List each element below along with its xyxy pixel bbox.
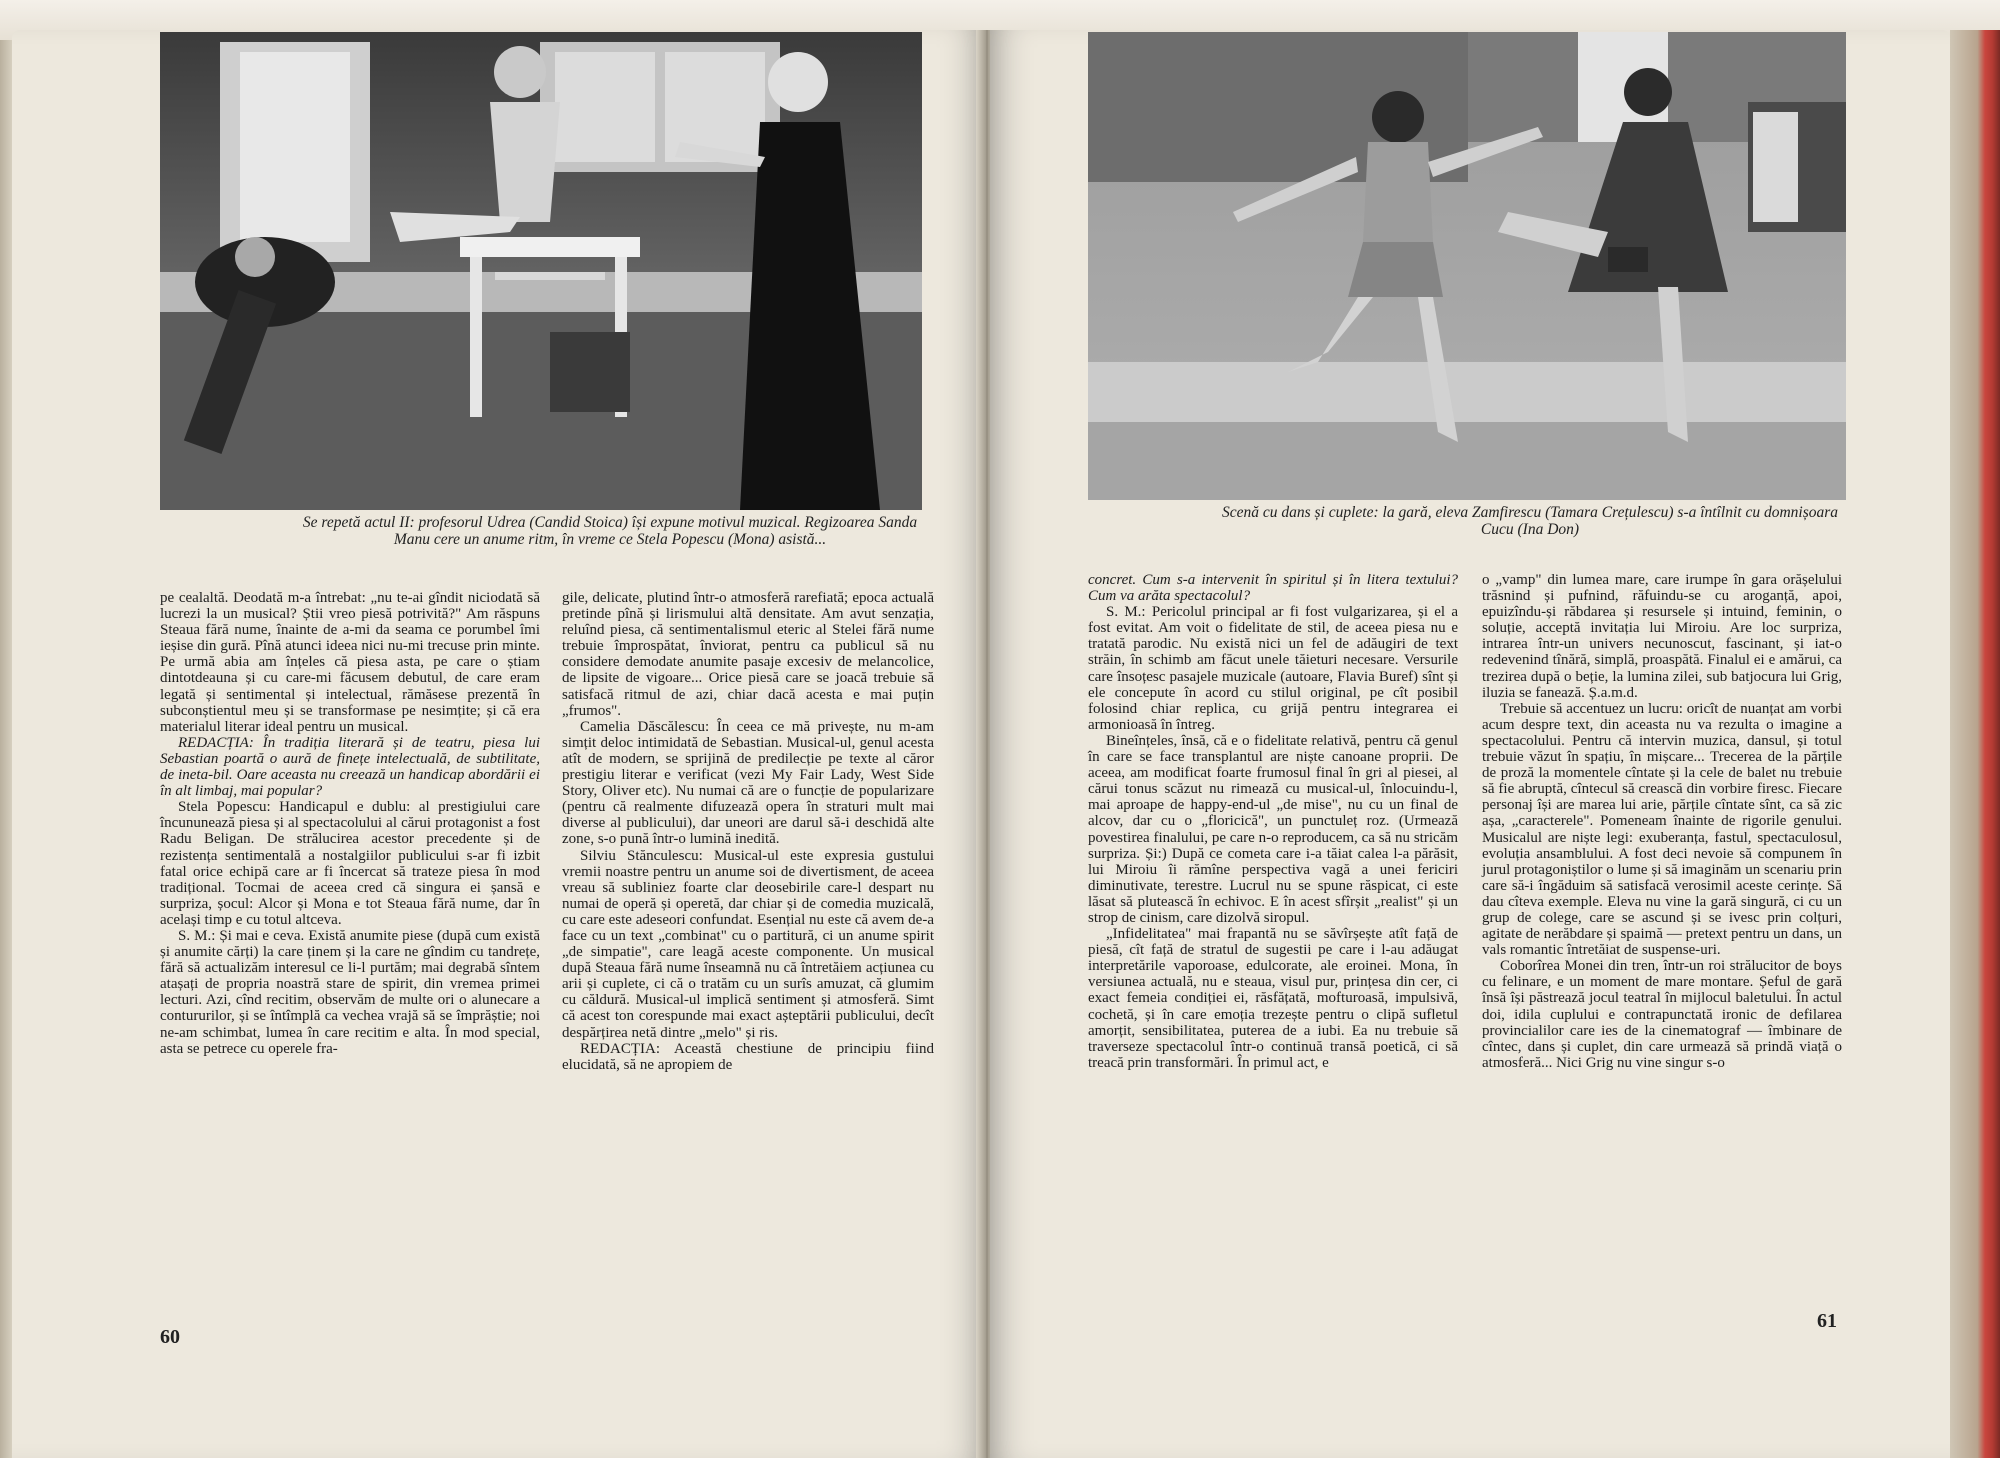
dance-scene-photo-icon: [1088, 32, 1846, 500]
paragraph: pe cealaltă. Deodată m-a întrebat: „nu te-ai gîndit niciodată să lucrezi la un musical? Știi vreo piesă potrivită?" Am răspuns Steaua fără nume, înainte de a-mi da seama ce porumbel îmi ieșise din gură. Pînă atunci ideea nici nu-mi trecuse prin minte. Pe urmă abia am înțeles că piesa asta, pe care o știam dintotdeauna și cu care-mi făcusem debutul, de care eram legată și sentimental și intelectual, rămăsese prezentă în subconștientul meu și se transformase pe nesimțite; și că era materialul literar ideal pentru un musical.: [160, 590, 540, 735]
paragraph: S. M.: Pericolul principal ar fi fost vulgarizarea, și el a fost evitat. Am voit o fidelitate de stil, de aceea piesa nu e tratată parodic. Nu există nici un fel de adăugiri de text străin, în schimb am făcut unele tăieturi necesare. Versurile care însoțesc pasajele muzicale (autoare, Flavia Buref) sînt și ele concepute în acord cu stilul original, pe cît posibil folosind chiar replica, cu grijă pentru integrarea ei armonioasă în întreg.: [1088, 604, 1458, 733]
paragraph: gile, delicate, plutind într-o atmosferă rarefiată; epoca actuală pretinde pînă și lirismului altă densitate. Am avut senzația, reluînd piesa, că sentimentalismul eteric al Stelei fără nume trebuie împrospătat, înviorat, pentru ca publicul să nu considere demodate anumite pasaje excesiv de melancolice, de lipsite de vigoare... Orice piesă care se joacă trebuie să satisfacă ritmul de azi, chiar dacă acesta e mai puțin „frumos".: [562, 590, 934, 719]
text-column-1: [1088, 572, 1458, 1071]
rehearsal-photo-icon: [160, 32, 922, 510]
photo-caption: Scenă cu dans și cuplete: la gară, eleva Zamfirescu (Tamara Crețulescu) s-a întîlnit cu domnișoara Cucu (Ina Don): [1221, 504, 1839, 538]
text-column-2: [562, 590, 934, 1073]
photo-caption: Se repetă actul II: profesorul Udrea (Candid Stoica) își expune motivul muzical. Regizoarea Sanda Manu cere un anume ritm, în vreme ce Stela Popescu (Mona) asistă...: [302, 514, 918, 548]
book-right-edge: [1950, 30, 2000, 1458]
paragraph: Trebuie să accentuez un lucru: oricît de nuanțat am vorbi acum despre text, din aceasta nu va rezulta o imagine a spectacolului. Pentru că intervin muzica, dansul, și totul trebuie văzut în spațiu, în mișcare... Trecerea de la părțile de proză la momentele cîntate și la cele de balet nu trebuie să fie abruptă, cîntecul să crească din vorbire firesc. Fiecare personaj își are marea lui arie, părțile cîntate sînt, ca să zic așa, „caracterele". Pomeneam înainte de rigorile genului. Musicalul are niște legi: exuberanța, fastul, spectaculosul, evoluția ansamblului. A fost deci nevoie să compunem în jurul protagoniștilor o lume și să imaginăm un scenariu prin care să-i îngăduim să satisfacă verosimil aceste cerințe. Să dau cîteva exemple. Eleva nu vine la gară singură, ci cu un grup de colege, care se ascund și se ivesc prin colțuri, agitate de nerăbdare și spaimă — pretext pentru un dans, un vals romantic întretăiat de suspense-uri.: [1482, 700, 1842, 959]
paragraph: REDACȚIA: În tradiția literară și de teatru, piesa lui Sebastian poartă o aură de finețe intelectuală, de subtilitate, de ineta-bil. Oare aceasta nu creează un handicap abordării ei în alt limbaj, mai popular?: [160, 734, 540, 800]
text-column-2: [1482, 572, 1842, 1071]
rehearsal-photo: [160, 32, 922, 510]
paragraph: Coborîrea Monei din tren, într-un roi strălucitor de boys cu felinare, e un moment de mare montare. Șeful de gară însă își păstrează jocul teatral în mijlocul baletului. În actul doi, idila cuplului e contrapunctată ironic de defilarea provincialilor care ies de la cinematograf — îmbinare de cîntec, dans și cuplet, din care urmează să prindă viață o atmosferă... Nici Grig nu vine singur s-o: [1482, 958, 1842, 1071]
left-page: [12, 30, 984, 1458]
paragraph: S. M.: Și mai e ceva. Există anumite piese (după cum există și anumite cărți) la care ținem și la care ne gîndim cu tandrețe, fără să actualizăm interesul ce li-l purtăm; mai degrabă sîntem atașați de propria noastră stare de spirit, din vremea primei lecturi. Azi, cînd recitim, observăm de multe ori o alunecare a contururilor, și se întîmplă ca vechea vrajă să se împrăștie; noi ne-am schimbat, lumea în care recitim e alta. În mod special, asta se petrece cu operele fra-: [160, 927, 540, 1057]
paragraph: REDACȚIA: Această chestiune de principiu fiind elucidată, să ne apropiem de: [562, 1040, 934, 1073]
paragraph: Camelia Dăscălescu: În ceea ce mă privește, nu m-am simțit deloc intimidată de Sebastian. Musical-ul, genul acesta atît de modern, se sprijină de predilecție pe texte al căror prestigiu literar e verificat (vezi My Fair Lady, West Side Story, Oliver etc). Nu numai că are o funcție de popularizare (pentru că realmente difuzează opera în straturi mult mai diverse al publicului), dar uneori are darul să-i deschidă alte zone, s-o pună într-o lumină inedită.: [562, 718, 934, 848]
paragraph: „Infidelitatea" mai frapantă nu se săvîrșește atît față de piesă, cît față de stratul de sugestii pe care i l-au adăugat interpretările vaporoase, edulcorate, ale eroinei. Mona, în versiunea actuală, nu e steaua, visul pur, prințesa din cer, ci exact femeia condiției ei, răsfățată, mofturoasă, impulsivă, cochetă, și în care emoția trezește pentru o clipă sufletul amorțit, sensibilitatea, puterea de a iubi. Ea nu trebuie să traverseze spectacolul într-o continuă transă poetică, ci să treacă prin transformări. În primul act, e: [1088, 926, 1458, 1071]
text-column-1: [160, 590, 540, 1057]
page-number: 60: [160, 1326, 180, 1348]
paragraph: Bineînțeles, însă, că e o fidelitate relativă, pentru că genul în care se face transplantul are niște canoane proprii. De aceea, am modificat foarte frumosul final în gri al piesei, al cărui tonus scăzut nu rimează cu musical-ul, înlocuindu-l, mai aproape de happy-end-ul „de mise", nu cu un final de alcov, dar cu o „floricică", un punctuleț roz. (Urmează povestirea finalului, pe care n-o reproducem, ca să nu stricăm surpriza. Și:) După ce cometa care i-a tăiat calea l-a părăsit, lui Miroiu îi rămîne perspectiva vagă a unei fericiri diminutivate, terestre. Lucrul nu se spune răspicat, ci este lăsat să plutească în echivoc. E în acest sfîrșit „realist" și un strop de cinism, care dizolvă siropul.: [1088, 732, 1458, 926]
book-left-edge: [0, 40, 12, 1458]
right-page: [990, 30, 1950, 1458]
paragraph: o „vamp" din lumea mare, care irumpe în gara orășelului trăsnind și pufnind, răfuindu-se cu aroganță, apoi, epuizîndu-și răbdarea și resursele și intuind, feminin, o soluție, acceptă invitația lui Miroiu. Are loc surpriza, intrarea într-un univers necunoscut, fascinant, și iat-o redevenind tînără, simplă, proaspătă. Finalul ei e amărui, ca trezirea după o beție, la lumina zilei, sub batjocura lui Grig, iluzia se fanează. Ș.a.m.d.: [1482, 572, 1842, 701]
paragraph: Silviu Stănculescu: Musical-ul este expresia gustului vremii noastre pentru un anume soi de divertisment, de aceea vreau să subliniez foarte clar deosebirile care-l despart nu numai de operă și operetă, dar chiar și de comedia muzicală, cu care este adeseori confundat. Esențial nu este că avem de-a face cu un text „combinat" cu o partitură, ci un anume spirit „de simpatie", care leagă aceste componente. Un musical după Steaua fără nume înseamnă nu că întretăiem acțiunea cu arii și cuplete, ci că o tratăm cu un surîs amuzat, că glumim cu căldură. Musical-ul implică sentiment și atmosferă. Simt că acest ton corespunde mai exact așteptării publicului, decît despărțirea netă dintre „melo" și ris.: [562, 847, 934, 1041]
paragraph: Stela Popescu: Handicapul e dublu: al prestigiului care încununează piesa și al spectacolului al cărui protagonist a fost Radu Beligan. De strălucirea acestor precedente și de rezistența sentimentală a nostalgiilor publicului s-ar fi izbit fatal orice echipă care ar fi încercat să trateze piesa în mod tradițional. Tocmai de aceea cred că singura ei șansă e surpriza, șocul: Alcor și Mona e tot Steaua fără nume, dar în același timp e cu totul altceva.: [160, 799, 540, 928]
page-number: 61: [1817, 1310, 1837, 1332]
paragraph: concret. Cum s-a intervenit în spiritul și în litera textului? Cum va arăta spectacolul?: [1088, 572, 1458, 605]
dance-scene-photo: [1088, 32, 1846, 500]
